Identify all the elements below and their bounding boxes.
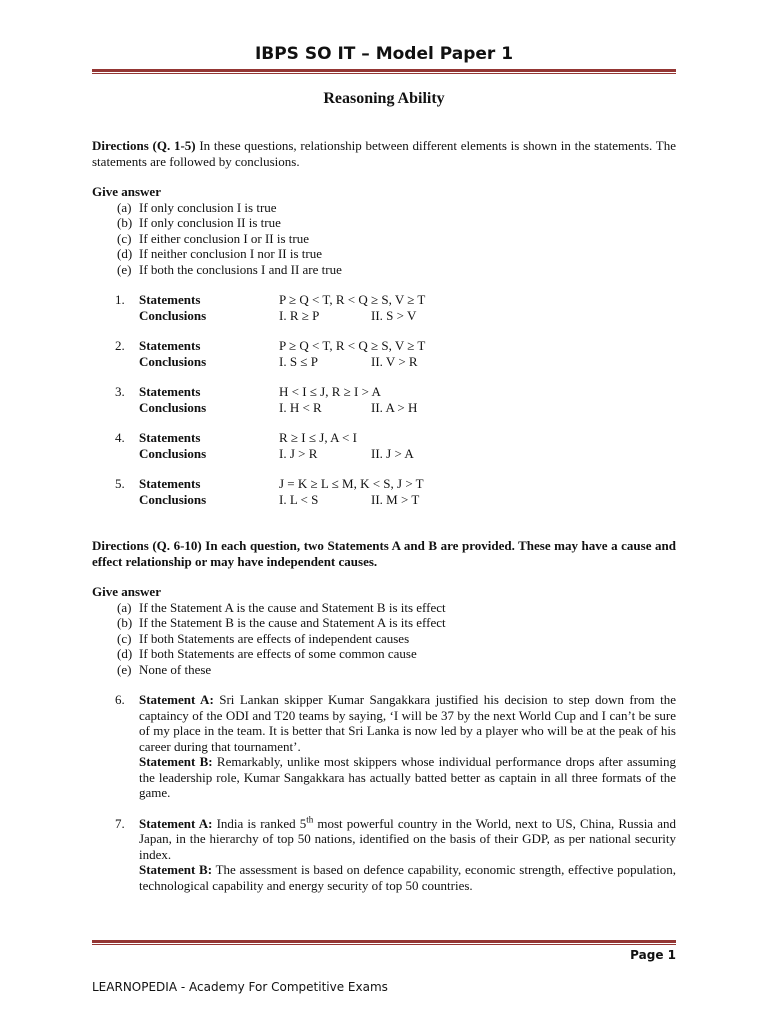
option-e: (e) None of these	[117, 661, 212, 677]
header-rule-thick	[92, 69, 676, 72]
answer-options-1	[92, 200, 676, 278]
question-number: 7.	[115, 815, 125, 831]
option-d: (d) If neither conclusion I nor II is true	[117, 246, 323, 261]
question-number: 6.	[115, 692, 125, 707]
question-7	[92, 816, 676, 894]
page-number: Page 1	[630, 948, 676, 962]
give-answer-heading: Give answer	[92, 584, 161, 599]
page-header-title: IBPS SO IT – Model Paper 1	[254, 44, 514, 64]
footer-rule-thin	[92, 944, 676, 945]
statement-b: Statement B: Remarkably, unlike most skippers whose individual performance drops after assuming the leadership role, Kumar Sangakkara has actually batted better as captain in all three formats of the game.	[139, 754, 676, 800]
document-body	[92, 138, 676, 893]
option-a: (a) If the Statement A is the cause and Statement B is its effect	[117, 599, 446, 615]
header-rule-thin	[92, 73, 676, 74]
question-3: 3. Statements H < I ≤ J, R ≥ I > A Conclusions I. H < R II. A > H	[115, 384, 418, 415]
option-b: (b) If only conclusion II is true	[117, 215, 281, 230]
directions-text: In these questions, relationship between different elements is shown in the statements. The statements are followed by conclusions.	[92, 138, 677, 169]
question-5: 5. Statements J = K ≥ L ≤ M, K < S, J > T Conclusions I. L < S II. M > T	[115, 476, 424, 507]
directions-text: In each question, two Statements A and B are provided. These may have a cause and effect relationship or may have independent causes.	[92, 538, 676, 569]
option-b: (b) If the Statement B is the cause and Statement A is its effect	[117, 615, 446, 630]
question-number: 1.	[115, 292, 125, 307]
give-answer-heading: Give answer	[92, 184, 161, 199]
option-d: (d) If both Statements are effects of some common cause	[117, 646, 417, 661]
question-number: 4.	[115, 430, 125, 445]
section-title: Reasoning Ability	[323, 90, 445, 107]
directions-6-10	[92, 538, 676, 569]
directions-1-5	[92, 138, 676, 169]
question-number: 5.	[115, 476, 125, 491]
question-number: 2.	[115, 338, 125, 353]
question-2: 2. Statements P ≥ Q < T, R < Q ≥ S, V ≥ T Conclusions I. S ≤ P II. V > R	[115, 338, 426, 369]
option-c: (c) If both Statements are effects of independent causes	[117, 630, 410, 646]
footer-rule-thick	[92, 940, 676, 943]
statement-b: Statement B: The assessment is based on defence capability, economic strength, effective population, technological capability and energy security of top 50 countries.	[139, 862, 676, 893]
footer-organization: LEARNOPEDIA - Academy For Competitive Exams	[92, 980, 388, 994]
directions-label: Directions (Q. 1-5)	[92, 138, 196, 153]
answer-options-2	[92, 600, 676, 678]
directions-label: Directions (Q. 6-10)	[92, 538, 202, 553]
question-1: 1. Statements P ≥ Q < T, R < Q ≥ S, V ≥ T Conclusions I. R ≥ P II. S > V	[115, 292, 426, 323]
option-a: (a) If only conclusion I is true	[117, 199, 277, 215]
statement-a: Statement A: India is ranked 5th most powerful country in the World, next to US, China, Russia and Japan, in the hierarchy of top 50 nations, identified on the basis of their GDP, as per national security index.	[139, 814, 676, 862]
question-6	[92, 692, 676, 801]
option-e: (e) If both the conclusions I and II are true	[117, 261, 342, 277]
question-4: 4. Statements R ≥ I ≤ J, A < I Conclusions I. J > R II. J > A	[115, 430, 414, 461]
statement-a: Statement A: Sri Lankan skipper Kumar Sangakkara justified his decision to step down from the captaincy of the ODI and T20 teams by saying, ‘I will be 37 by the next World Cup and I can’t be sure of my place in the team. It is better that Sri Lanka is now led by a player who will be at the peak of his career during that tournament’.	[139, 692, 676, 754]
question-number: 3.	[115, 384, 125, 399]
option-c: (c) If either conclusion I or II is true	[117, 230, 310, 246]
